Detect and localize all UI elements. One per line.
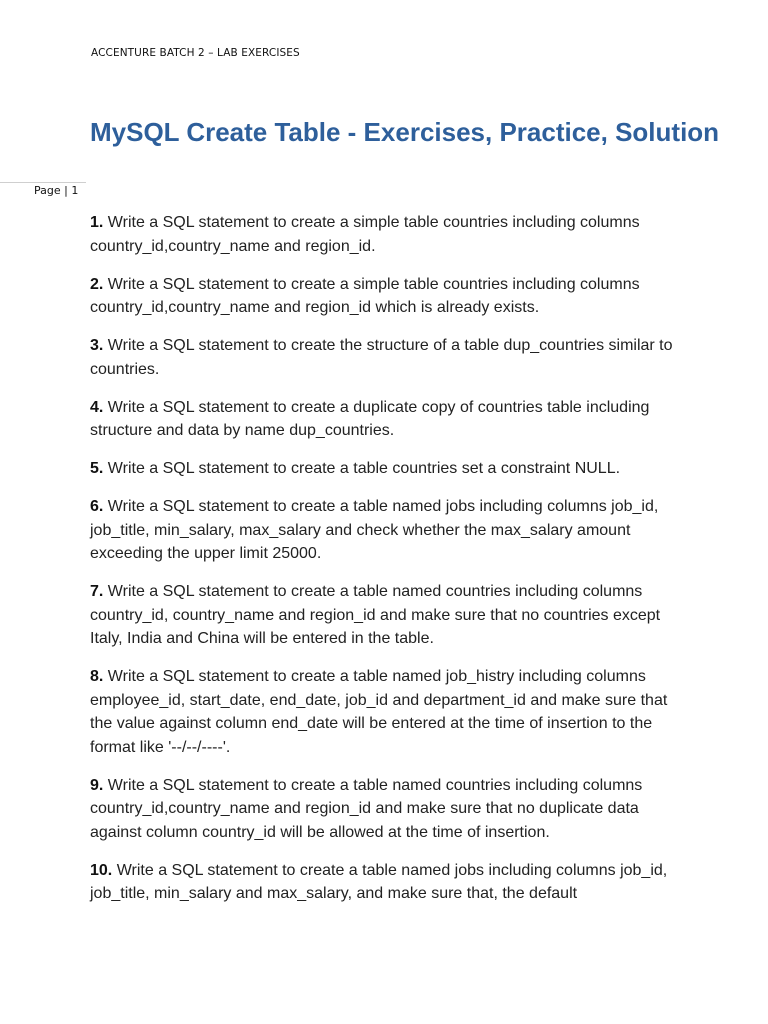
exercise-text: Write a SQL statement to create a simple table countries including columns country_id,country_name and region_id. bbox=[90, 214, 640, 255]
exercise-number: 8. bbox=[90, 668, 104, 685]
exercise-number: 7. bbox=[90, 583, 104, 600]
exercise-text: Write a SQL statement to create a table countries set a constraint NULL. bbox=[107, 460, 621, 477]
page-number-rule bbox=[0, 182, 86, 183]
exercise-item bbox=[90, 665, 690, 759]
exercise-number: 4. bbox=[90, 398, 104, 416]
exercise-text: Write a SQL statement to create a table named countries including columns country_id, country_name and region_id and make sure that no countries except Italy, India and China will be entered in the table. bbox=[90, 583, 661, 647]
page-title: MySQL Create Table - Exercises, Practice, Solution bbox=[90, 117, 720, 147]
exercise-item bbox=[90, 774, 690, 845]
exercise-number: 2. bbox=[90, 275, 104, 293]
exercise-item bbox=[90, 495, 690, 566]
exercise-number: 10. bbox=[90, 861, 113, 879]
exercise-item bbox=[90, 859, 690, 906]
exercise-item bbox=[90, 273, 690, 320]
exercise-number: 6. bbox=[90, 498, 104, 515]
exercise-number: 1. bbox=[90, 214, 104, 231]
page-number: Page | 1 bbox=[34, 184, 79, 197]
exercise-item bbox=[90, 396, 690, 443]
exercise-number: 9. bbox=[90, 776, 104, 794]
exercise-list bbox=[90, 211, 690, 920]
exercise-text: Write a SQL statement to create a table named jobs including columns job_id, job_title, min_salary, max_salary and check whether the max_salary amount exceeding the upper limit 25000. bbox=[90, 498, 659, 562]
exercise-number: 3. bbox=[90, 337, 104, 354]
exercise-number: 5. bbox=[90, 460, 104, 477]
exercise-item bbox=[90, 334, 690, 381]
exercise-item bbox=[90, 580, 690, 651]
exercise-text: Write a SQL statement to create a table named jobs including columns job_id, job_title, min_salary and max_salary, and make sure that, the default bbox=[90, 861, 668, 902]
exercise-text: Write a SQL statement to create a table named countries including columns country_id,country_name and region_id and make sure that no duplicate data against column country_id will be allowed at the time of insertion. bbox=[90, 776, 643, 841]
exercise-text: Write a SQL statement to create a duplicate copy of countries table including structure and data by name dup_countries. bbox=[90, 398, 650, 439]
exercise-item bbox=[90, 211, 690, 258]
exercise-text: Write a SQL statement to create the structure of a table dup_countries similar to countries. bbox=[90, 337, 673, 378]
exercise-item bbox=[90, 457, 690, 481]
document-header: ACCENTURE BATCH 2 – LAB EXERCISES bbox=[91, 47, 300, 59]
exercise-text: Write a SQL statement to create a table named job_histry including columns employee_id, start_date, end_date, job_id and department_id and make sure that the value against column end_date will be entered at the time of insertion to the format like '--/--/----'. bbox=[90, 668, 668, 756]
exercise-text: Write a SQL statement to create a simple table countries including columns country_id,country_name and region_id which is already exists. bbox=[90, 275, 640, 316]
